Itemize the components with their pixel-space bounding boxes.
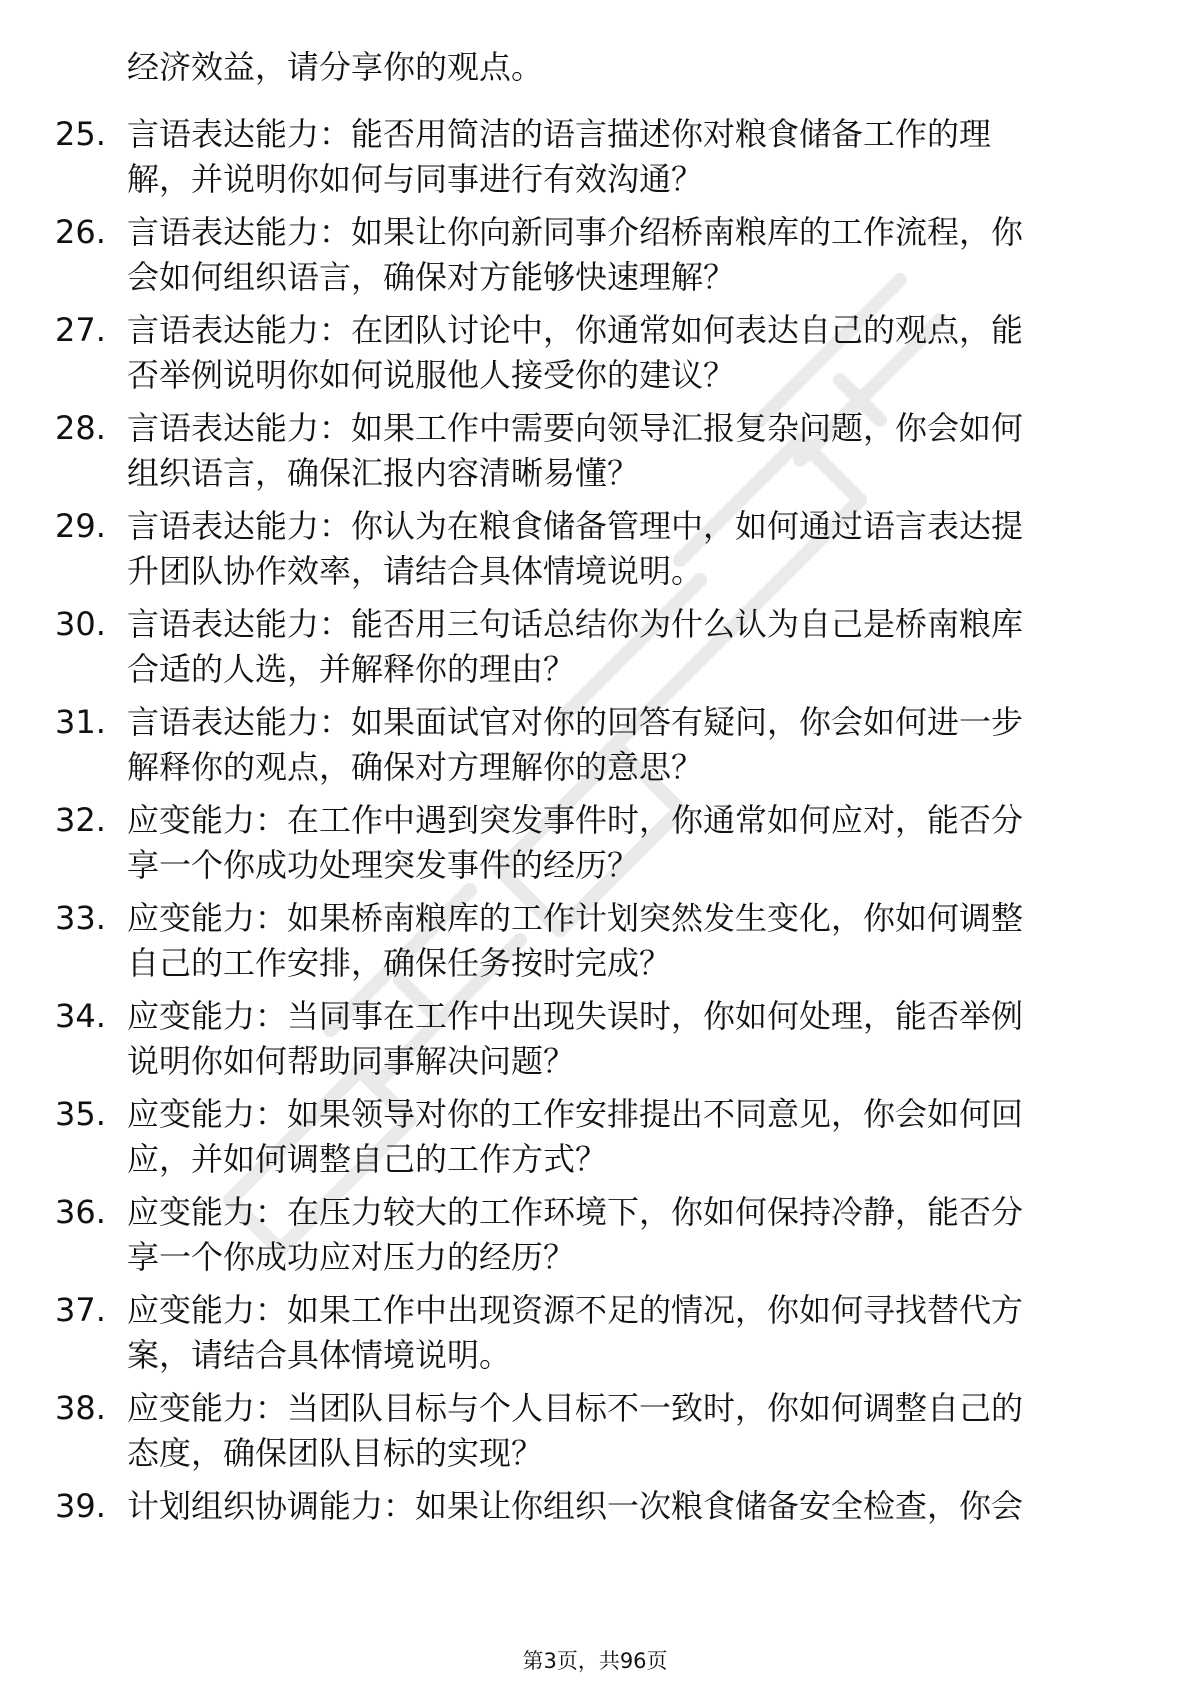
question-number: 38. bbox=[55, 1389, 106, 1427]
question-text-line: 升团队协作效率，请结合具体情境说明。 bbox=[127, 552, 704, 590]
question-item bbox=[0, 308, 1190, 406]
question-text bbox=[127, 1190, 1117, 1280]
question-text-line: 应变能力：在工作中遇到突发事件时，你通常如何应对，能否分 bbox=[127, 801, 1024, 839]
question-text-line: 言语表达能力：你认为在粮食储备管理中，如何通过语言表达提 bbox=[127, 507, 1024, 545]
question-text-line: 态度，确保团队目标的实现？ bbox=[127, 1434, 544, 1472]
question-number: 37. bbox=[55, 1291, 106, 1329]
question-item bbox=[0, 504, 1190, 602]
question-text-line: 言语表达能力：能否用简洁的语言描述你对粮食储备工作的理 bbox=[127, 115, 992, 153]
question-text-line: 享一个你成功处理突发事件的经历？ bbox=[127, 846, 640, 884]
question-text bbox=[127, 1288, 1117, 1378]
question-text-line: 会如何组织语言，确保对方能够快速理解？ bbox=[127, 258, 736, 296]
question-item bbox=[0, 994, 1190, 1092]
question-text bbox=[127, 896, 1117, 986]
question-text-line: 解，并说明你如何与同事进行有效沟通？ bbox=[127, 160, 704, 198]
question-text-line: 言语表达能力：如果面试官对你的回答有疑问，你会如何进一步 bbox=[127, 703, 1024, 741]
question-number: 34. bbox=[55, 997, 106, 1035]
question-text-line: 计划组织协调能力：如果让你组织一次粮食储备安全检查，你会 bbox=[127, 1487, 1024, 1525]
question-text-line: 应变能力：如果工作中出现资源不足的情况，你如何寻找替代方 bbox=[127, 1291, 1024, 1329]
question-number: 27. bbox=[55, 311, 106, 349]
question-text-line: 自己的工作安排，确保任务按时完成？ bbox=[127, 944, 672, 982]
question-text-line: 合适的人选，并解释你的理由？ bbox=[127, 650, 576, 688]
question-item bbox=[0, 700, 1190, 798]
question-number: 26. bbox=[55, 213, 106, 251]
question-text-line: 言语表达能力：如果让你向新同事介绍桥南粮库的工作流程，你 bbox=[127, 213, 1024, 251]
question-text bbox=[127, 112, 1117, 202]
question-text-line: 言语表达能力：能否用三句话总结你为什么认为自己是桥南粮库 bbox=[127, 605, 1024, 643]
question-number: 25. bbox=[55, 115, 106, 153]
question-text bbox=[127, 308, 1117, 398]
question-item bbox=[0, 602, 1190, 700]
question-text bbox=[127, 602, 1117, 692]
question-number: 39. bbox=[55, 1487, 106, 1525]
question-text bbox=[127, 994, 1117, 1084]
question-number: 33. bbox=[55, 899, 106, 937]
question-item bbox=[0, 1288, 1190, 1386]
question-number: 30. bbox=[55, 605, 106, 643]
question-text-line: 否举例说明你如何说服他人接受你的建议？ bbox=[127, 356, 736, 394]
question-text-line: 应变能力：当团队目标与个人目标不一致时，你如何调整自己的 bbox=[127, 1389, 1024, 1427]
question-item bbox=[0, 112, 1190, 210]
question-text-line: 案，请结合具体情境说明。 bbox=[127, 1336, 512, 1374]
question-number: 32. bbox=[55, 801, 106, 839]
question-text bbox=[127, 406, 1117, 496]
question-item bbox=[0, 406, 1190, 504]
question-text-line: 应变能力：当同事在工作中出现失误时，你如何处理，能否举例 bbox=[127, 997, 1024, 1035]
question-text bbox=[127, 1092, 1117, 1182]
question-number: 28. bbox=[55, 409, 106, 447]
question-text-line: 解释你的观点，确保对方理解你的意思？ bbox=[127, 748, 704, 786]
question-text bbox=[127, 210, 1117, 300]
question-number: 31. bbox=[55, 703, 106, 741]
question-item bbox=[0, 1190, 1190, 1288]
question-text-line: 应变能力：在压力较大的工作环境下，你如何保持冷静，能否分 bbox=[127, 1193, 1024, 1231]
question-text bbox=[127, 798, 1117, 888]
question-number: 36. bbox=[55, 1193, 106, 1231]
continuation-text: 经济效益，请分享你的观点。 bbox=[127, 48, 544, 86]
question-text-line: 言语表达能力：如果工作中需要向领导汇报复杂问题，你会如何 bbox=[127, 409, 1024, 447]
question-text-line: 言语表达能力：在团队讨论中，你通常如何表达自己的观点，能 bbox=[127, 311, 1024, 349]
question-list bbox=[0, 112, 1190, 1582]
page-footer: 第3页，共96页 bbox=[522, 1649, 668, 1673]
question-text-line: 享一个你成功应对压力的经历？ bbox=[127, 1238, 576, 1276]
question-item bbox=[0, 798, 1190, 896]
question-text bbox=[127, 504, 1117, 594]
question-text bbox=[127, 1386, 1117, 1476]
question-text-line: 组织语言，确保汇报内容清晰易懂？ bbox=[127, 454, 640, 492]
question-text bbox=[127, 1484, 1117, 1529]
question-text-line: 应，并如何调整自己的工作方式？ bbox=[127, 1140, 608, 1178]
question-text bbox=[127, 700, 1117, 790]
question-number: 35. bbox=[55, 1095, 106, 1133]
question-item bbox=[0, 1092, 1190, 1190]
question-item bbox=[0, 896, 1190, 994]
question-item bbox=[0, 1484, 1190, 1582]
question-number: 29. bbox=[55, 507, 106, 545]
question-text-line: 应变能力：如果领导对你的工作安排提出不同意见，你会如何回 bbox=[127, 1095, 1024, 1133]
question-item bbox=[0, 210, 1190, 308]
question-item bbox=[0, 1386, 1190, 1484]
question-text-line: 说明你如何帮助同事解决问题？ bbox=[127, 1042, 576, 1080]
question-text-line: 应变能力：如果桥南粮库的工作计划突然发生变化，你如何调整 bbox=[127, 899, 1024, 937]
